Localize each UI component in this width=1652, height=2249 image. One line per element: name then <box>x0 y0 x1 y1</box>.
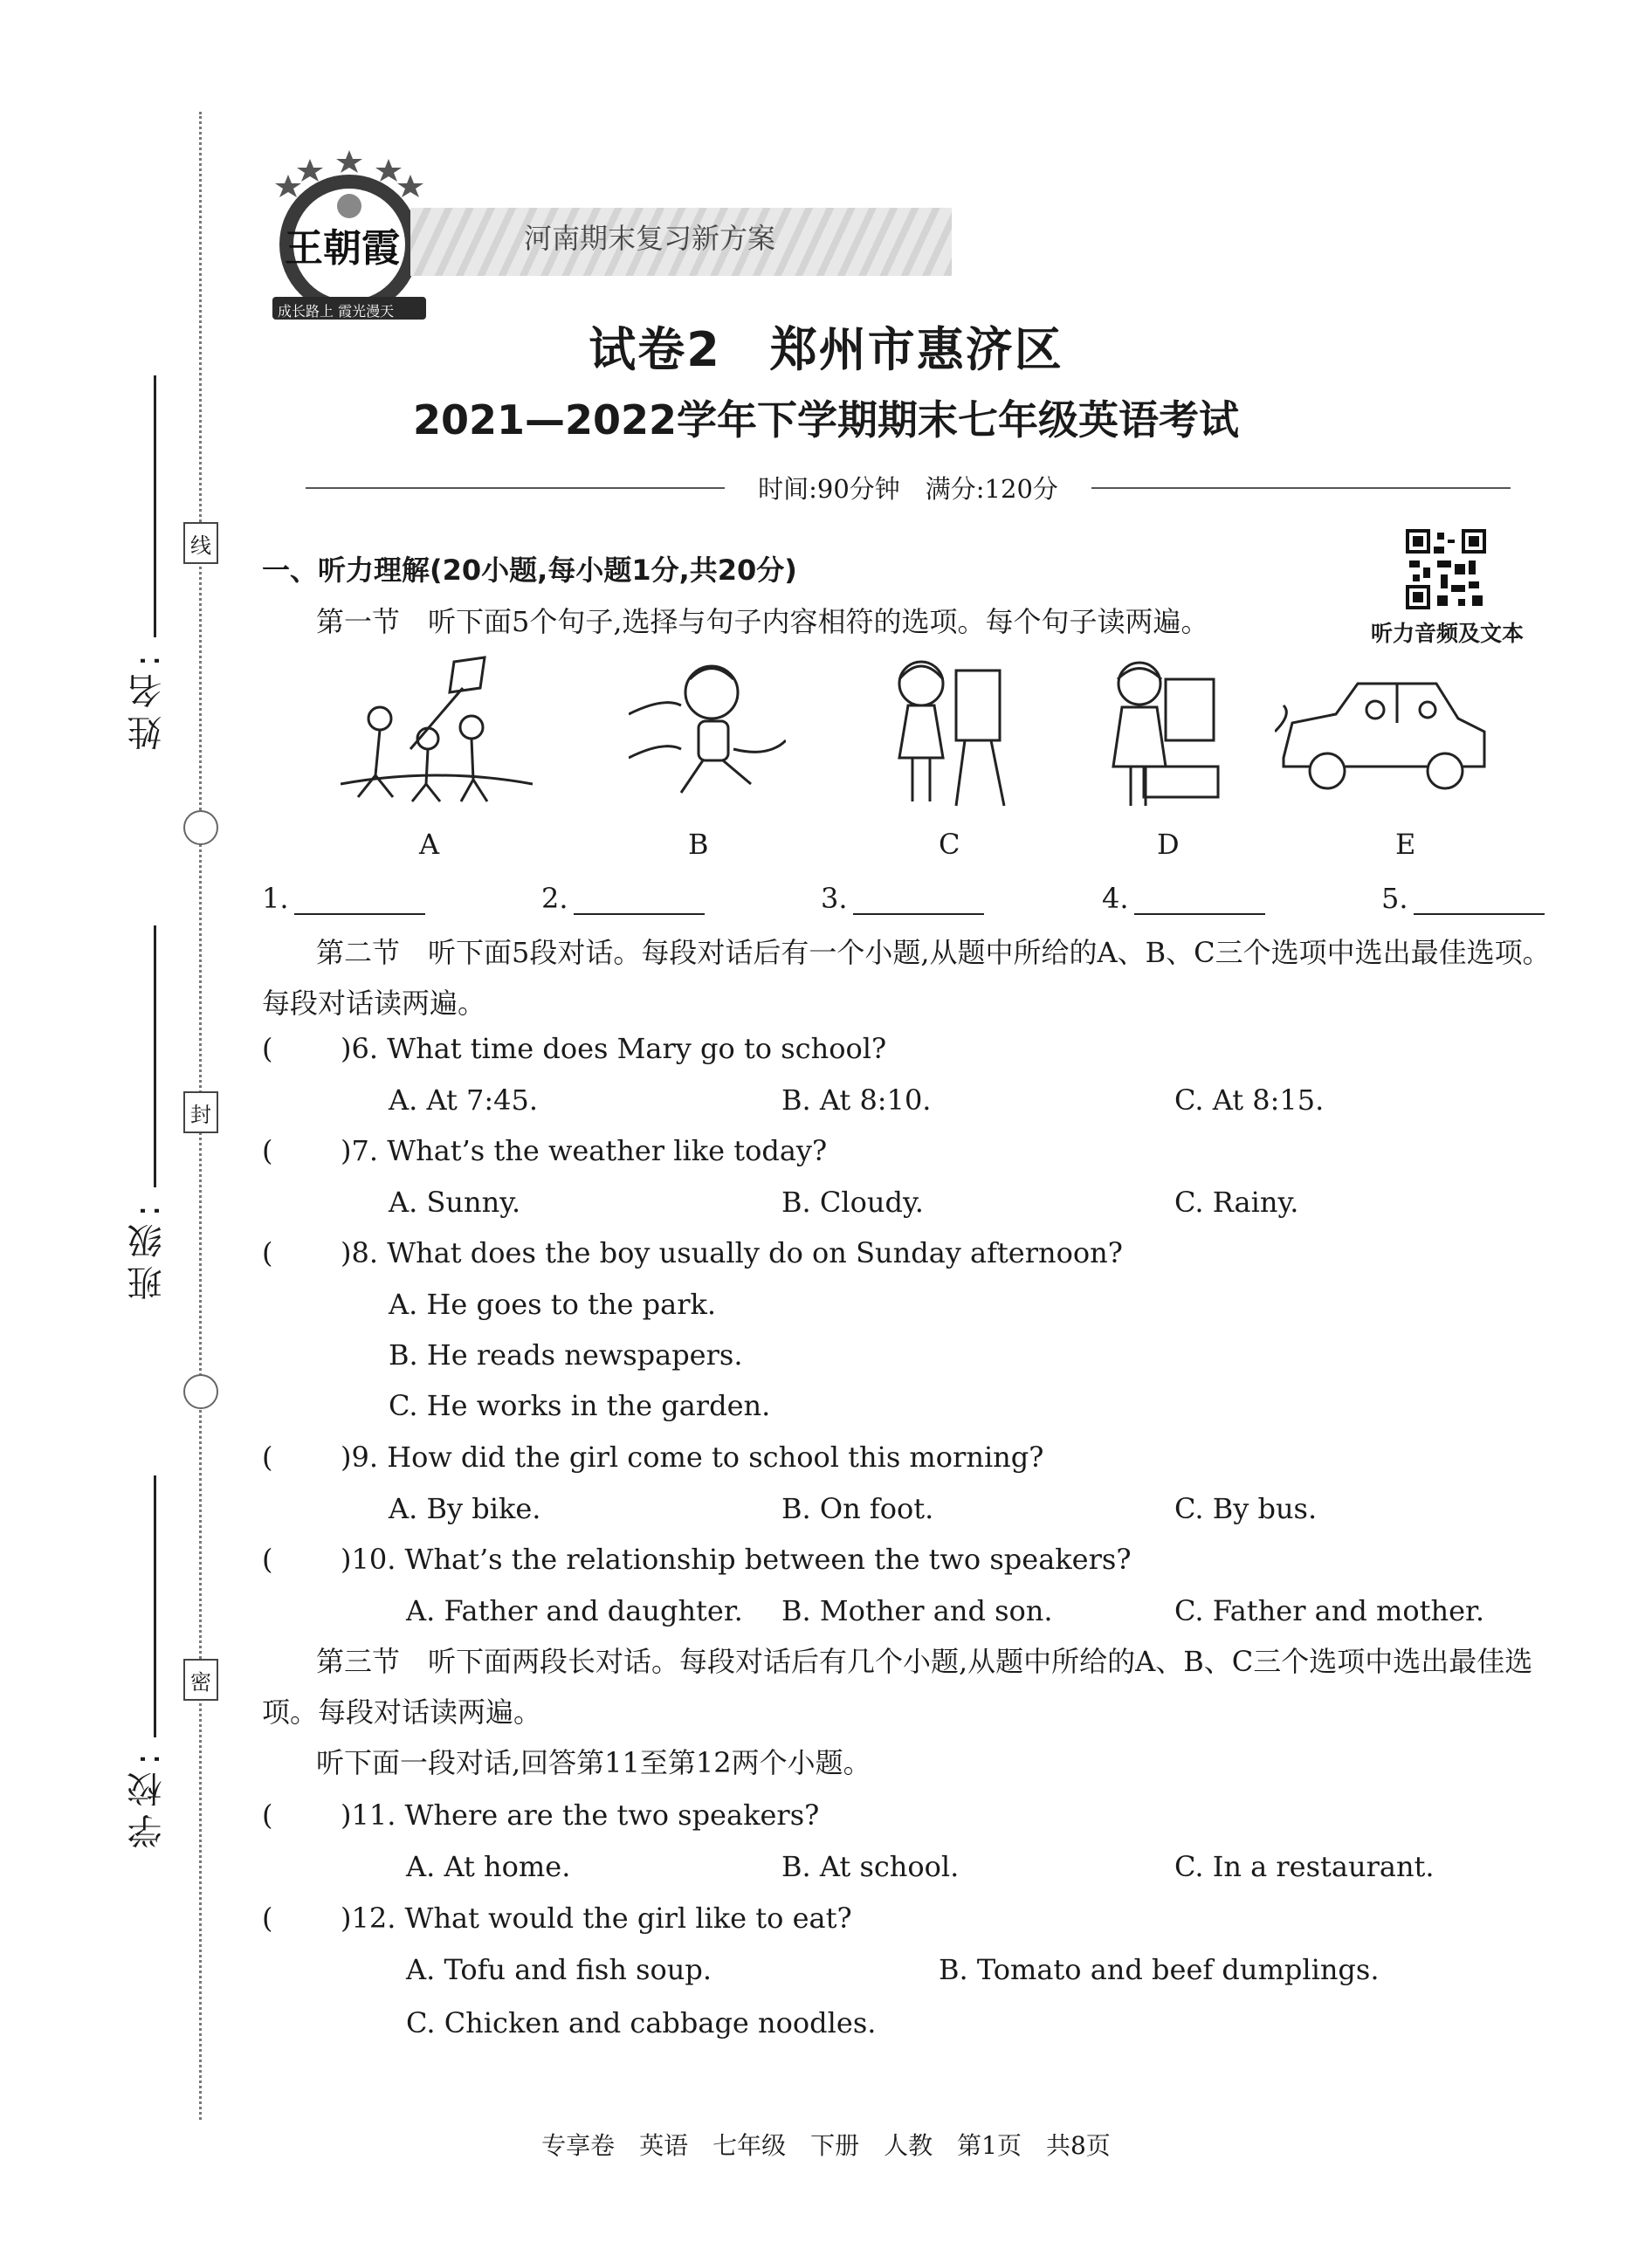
seal-circle-2 <box>183 1374 218 1409</box>
q6-option-c[interactable]: C. At 8:15. <box>1174 1083 1325 1117</box>
question-text: 7. What’s the weather like today? <box>351 1134 828 1167</box>
paren-close: ) <box>341 1902 352 1935</box>
question-8 <box>262 1236 1123 1269</box>
kite-children-icon <box>341 653 533 810</box>
question-6 <box>262 1032 886 1065</box>
paren-close: ) <box>341 1236 352 1269</box>
q10-option-a[interactable]: A. Father and daughter. <box>406 1594 743 1627</box>
q11-option-c[interactable]: C. In a restaurant. <box>1174 1850 1435 1883</box>
picture-label-e: E <box>1395 828 1416 861</box>
answer-blank-5[interactable] <box>1381 882 1545 915</box>
q10-option-b[interactable]: B. Mother and son. <box>781 1594 1053 1627</box>
answer-blank-1[interactable] <box>262 882 425 915</box>
seal-mark-line: 线 <box>183 522 218 564</box>
blank-number: 4. <box>1102 882 1129 915</box>
paren-close: ) <box>341 1441 352 1474</box>
painting-girl-icon <box>882 653 1013 810</box>
answer-paren[interactable]: ( <box>262 1236 273 1269</box>
picture-label-a: A <box>419 828 440 861</box>
class-label: 班级: <box>127 1198 168 1301</box>
q8-option-c[interactable]: C. He works in the garden. <box>389 1389 771 1422</box>
q6-option-a[interactable]: A. At 7:45. <box>389 1083 539 1117</box>
car-family-icon <box>1275 653 1493 810</box>
meta-rule-right <box>1091 487 1511 489</box>
name-label: 姓名: <box>127 648 168 751</box>
seal-mark-seal: 封 <box>183 1091 218 1133</box>
paren-close: ) <box>341 1799 352 1832</box>
q7-option-c[interactable]: C. Rainy. <box>1174 1186 1299 1219</box>
q12-option-b[interactable]: B. Tomato and beef dumplings. <box>939 1953 1380 1986</box>
blank-number: 2. <box>541 882 568 915</box>
logo-slogan: 成长路上 霞光漫天 <box>278 303 395 320</box>
q10-option-c[interactable]: C. Father and mother. <box>1174 1594 1484 1627</box>
school-field-line[interactable] <box>154 1475 156 1737</box>
office-woman-icon <box>1091 653 1222 810</box>
blank-line[interactable] <box>574 913 705 915</box>
meta-rule-left <box>306 487 725 489</box>
question-12 <box>262 1902 852 1935</box>
exam-meta <box>306 470 1511 506</box>
question-11 <box>262 1799 819 1832</box>
q9-option-b[interactable]: B. On foot. <box>781 1492 934 1525</box>
part2-instruction: 第二节 听下面5段对话。每段对话后有一个小题,从题中所给的A、B、C三个选项中选出最佳选项。每段对话读两遍。 <box>262 936 1551 1020</box>
blank-number: 3. <box>821 882 848 915</box>
question-7 <box>262 1134 827 1167</box>
blank-line[interactable] <box>294 913 425 915</box>
exam-meta-text: 时间:90分钟 满分:120分 <box>758 474 1058 504</box>
running-boy-icon <box>629 653 786 810</box>
q9-option-c[interactable]: C. By bus. <box>1174 1492 1318 1525</box>
paren-close: ) <box>341 1032 352 1065</box>
q7-option-a[interactable]: A. Sunny. <box>389 1186 521 1219</box>
school-label: 学校: <box>127 1746 168 1849</box>
question-10 <box>262 1543 1131 1576</box>
blank-line[interactable] <box>853 913 984 915</box>
question-text: 6. What time does Mary go to school? <box>351 1032 887 1065</box>
question-9 <box>262 1441 1043 1474</box>
blank-line[interactable] <box>1134 913 1265 915</box>
question-text: 8. What does the boy usually do on Sunday afternoon? <box>351 1236 1123 1269</box>
part3-sub-instruction: 听下面一段对话,回答第11至第12两个小题。 <box>316 1746 871 1779</box>
answer-blank-3[interactable] <box>821 882 984 915</box>
answer-paren[interactable]: ( <box>262 1902 273 1935</box>
paren-close: ) <box>341 1134 352 1167</box>
question-text: 9. How did the girl come to school this morning? <box>351 1441 1044 1474</box>
answer-paren[interactable]: ( <box>262 1032 273 1065</box>
q12-option-a[interactable]: A. Tofu and fish soup. <box>406 1953 712 1986</box>
question-text: 10. What’s the relationship between the two speakers? <box>351 1543 1132 1576</box>
answer-paren[interactable]: ( <box>262 1543 273 1576</box>
qr-caption: 听力音频及文本 <box>1371 621 1525 646</box>
q11-option-a[interactable]: A. At home. <box>406 1850 571 1883</box>
picture-label-d: D <box>1157 828 1180 861</box>
q8-option-a[interactable]: A. He goes to the park. <box>389 1288 717 1321</box>
answer-blank-4[interactable] <box>1102 882 1265 915</box>
page-title: 试卷2 郑州市惠济区 <box>589 322 1063 377</box>
picture-label-c: C <box>939 828 960 861</box>
part3-instruction: 第三节 听下面两段长对话。每段对话后有几个小题,从题中所给的A、B、C三个选项中选出最佳选项。每段对话读两遍。 <box>262 1645 1533 1729</box>
page-footer: 专享卷 英语 七年级 下册 人教 第1页 共8页 <box>541 2131 1111 2160</box>
seal-mark-dense: 密 <box>183 1659 218 1701</box>
answer-blank-2[interactable] <box>541 882 705 915</box>
answer-paren[interactable]: ( <box>262 1441 273 1474</box>
seal-circle-1 <box>183 810 218 845</box>
q11-option-b[interactable]: B. At school. <box>781 1850 960 1883</box>
paren-close: ) <box>341 1543 352 1576</box>
answer-paren[interactable]: ( <box>262 1134 273 1167</box>
part1-instruction: 第一节 听下面5个句子,选择与句子内容相符的选项。每个句子读两遍。 <box>316 605 1209 638</box>
q7-option-b[interactable]: B. Cloudy. <box>781 1186 924 1219</box>
blank-number: 1. <box>262 882 289 915</box>
banner-text: 河南期末复习新方案 <box>524 222 776 255</box>
question-text: 11. Where are the two speakers? <box>351 1799 820 1832</box>
question-text: 12. What would the girl like to eat? <box>351 1902 852 1935</box>
section1-heading: 一、听力理解(20小题,每小题1分,共20分) <box>262 554 797 587</box>
page-subtitle: 2021—2022学年下学期期末七年级英语考试 <box>412 396 1240 444</box>
q8-option-b[interactable]: B. He reads newspapers. <box>389 1338 743 1372</box>
picture-label-b: B <box>688 828 709 861</box>
class-field-line[interactable] <box>154 925 156 1187</box>
logo-name: 王朝霞 <box>285 226 400 271</box>
q12-option-c[interactable]: C. Chicken and cabbage noodles. <box>406 2006 877 2039</box>
q6-option-b[interactable]: B. At 8:10. <box>781 1083 932 1117</box>
blank-line[interactable] <box>1414 913 1545 915</box>
answer-paren[interactable]: ( <box>262 1799 273 1832</box>
q9-option-a[interactable]: A. By bike. <box>389 1492 541 1525</box>
blank-number: 5. <box>1381 882 1408 915</box>
